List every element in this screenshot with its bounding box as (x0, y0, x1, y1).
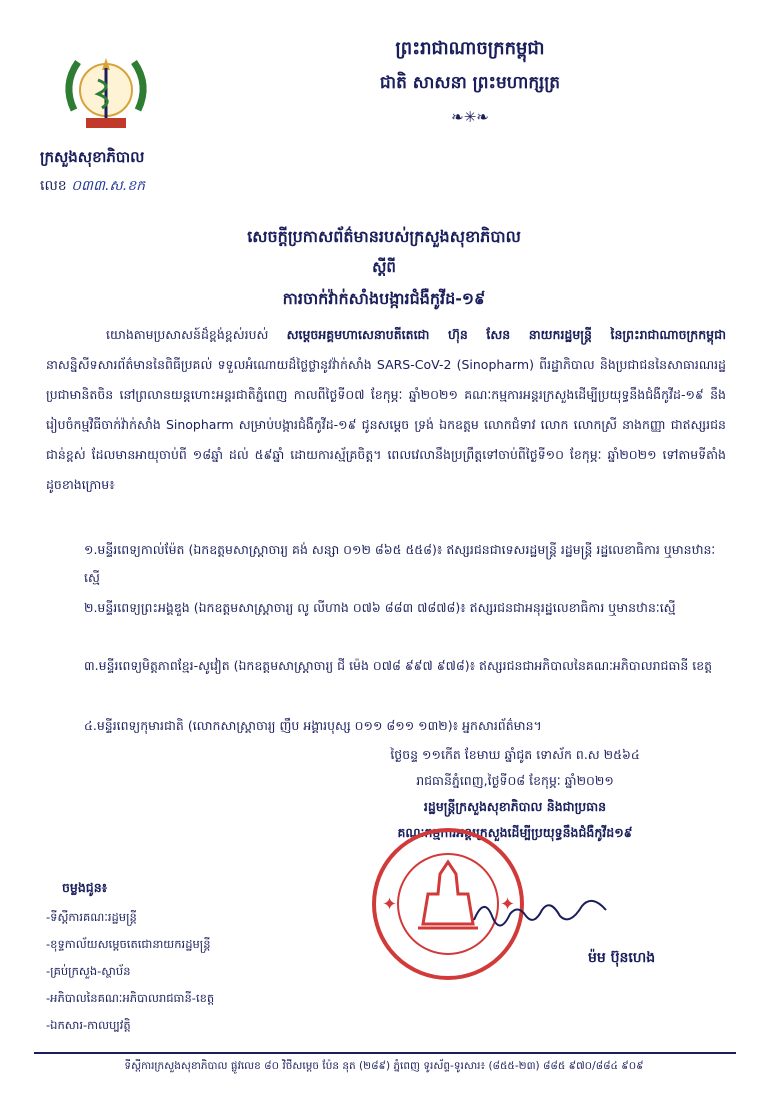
document-number-label: លេខ (40, 178, 67, 194)
ministry-name: ក្រសួងសុខាភិបាល (40, 148, 145, 166)
document-number-value: ០៣៣.ស.ខក (71, 178, 145, 194)
cc-item: -គ្រប់ក្រសួង-ស្ថាប័ន (46, 964, 131, 978)
location-item: ៣.មន្ទីរពេទ្យមិត្តភាពខ្មែរ-សូវៀត (ឯកឧត្តមសាស្ត្រាចារ្យ ជី ម៉េង ០៧៨ ៩៩៧ ៩៧៨)៖ ឥស្សរជនជាអភិបាលនៃគណៈអភិបាលរាជធានី ខេត្ត (84, 658, 713, 673)
title-line-3: ការចាក់វ៉ាក់សាំងបង្ការជំងឺកូវីដ-១៩ (282, 289, 486, 308)
kingdom-heading: ព្រះរាជាណាចក្រកម្ពុជា (395, 38, 545, 59)
title-line-2: ស្តីពី (372, 258, 396, 276)
body-intro: យោងតាមប្រសាសន៍ដ៏ខ្ពង់ខ្ពស់របស់ (106, 327, 269, 342)
ministry-logo (56, 40, 156, 140)
cc-item: -ខុទ្ទកាល័យសម្តេចតេជោនាយករដ្ឋមន្ត្រី (46, 937, 211, 951)
ornament: ❧✳❧ (451, 108, 489, 126)
lunar-date: ថ្ងៃចន្ទ ១១កើត ខែមាឃ ឆ្នាំជូត ទោស័ក ព.ស ២៥៦៤ (390, 747, 640, 762)
national-motto: ជាតិ សាសនា ព្រះមហាក្សត្រ (379, 73, 561, 93)
solar-date: រាជធានីភ្នំពេញ,ថ្ងៃទី០៨ ខែកុម្ភៈ ឆ្នាំ២០២១ (416, 773, 614, 788)
signatory-name: ម៉ម ប៊ុនហេង (588, 950, 656, 966)
body-paragraph (46, 320, 726, 500)
body-pm-name: សម្តេចអគ្គមហាសេនាបតីតេជោ ហ៊ុន សែន នាយករដ្ឋមន្ត្រី នៃព្រះរាជាណាចក្រកម្ពុជា (286, 327, 726, 342)
handwritten-signature (470, 886, 610, 936)
svg-text:✦: ✦ (382, 894, 398, 915)
location-item: ៤.មន្ទីរពេទ្យកុមារជាតិ (លោកសាស្ត្រាចារ្យ ញឹប អង្គារបុស្ស ០១១ ៨១១ ១៣២)៖ អ្នកសារព័ត៌មាន។ (84, 718, 542, 733)
signatory-title-2: គណៈកម្មការអន្តរក្រសួងដើម្បីប្រយុទ្ធនឹងជំងឺកូវីដ១៩ (397, 825, 633, 840)
document-number (40, 176, 145, 197)
cc-item: -អភិបាលនៃគណៈអភិបាលរាជធានី-ខេត្ត (46, 991, 215, 1005)
footer-divider (34, 1052, 736, 1054)
cc-item: -ទីស្តីការគណៈរដ្ឋមន្ត្រី (46, 910, 137, 924)
location-item: ១.មន្ទីរពេទ្យកាល់ម៉ែត (ឯកឧត្តមសាស្ត្រាចារ្យ គង់ សន្សា ០១២ ៨៦៥ ៥៥៨)៖ ឥស្សរជនជាទេសរដ្ឋមន្ត្រី រដ្ឋមន្ត្រី រដ្ឋលេខាធិការ ឬមានឋានៈស្មើ (84, 542, 716, 585)
body-rest: នាសន្និសីទសារព័ត៌មាននៃពិធីប្រគល់ ទទួលអំណោយដ៏ថ្លៃថ្លានូវវ៉ាក់សាំង SARS-CoV-2 (Sinopharm) ពីរដ្ឋាភិបាល និងប្រជាជននៃសាធារណរដ្ឋប្រជាមានិតចិន នៅព្រលានយន្តហោះអន្តរជាតិភ្នំពេញ កាលពីថ្ងៃទី០៧ ខែកុម្ភៈ ឆ្នាំ២០២១ គណៈកម្មការអន្តរក្រសួងដើម្បីប្រយុទ្ធនឹងជំងឺកូវីដ-១៩ នឹងរៀបចំកម្មវិធីចាក់វ៉ាក់សាំង Sinopharm សម្រាប់បង្ការជំងឺកូវីដ-១៩ ជូនសម្តេច ទ្រង់ ឯកឧត្តម លោកជំទាវ លោក លោកស្រី នាងកញ្ញា ជាឥស្សរជនជាន់ខ្ពស់ ដែលមានអាយុចាប់ពី ១៨ឆ្នាំ ដល់ ៥៩ឆ្នាំ ដោយការស្ម័គ្រចិត្ត។ ពេលវេលានឹងប្រព្រឹត្តទៅចាប់ពីថ្ងៃទី១០ ខែកុម្ភៈ ឆ្នាំ២០២១ ទៅតាមទីតាំង ដូចខាងក្រោម៖ (46, 357, 726, 492)
svg-text:✦: ✦ (500, 894, 516, 915)
cc-list (46, 904, 346, 1039)
cc-item: -ឯកសារ-កាលប្បវត្តិ (46, 1018, 131, 1032)
location-item: ២.មន្ទីរពេទ្យព្រះអង្គឌួង (ឯកឧត្តមសាស្ត្រាចារ្យ លូ លីហាង ០៧៦ ៨៨៣ ៧៨៧៨)៖ ឥស្សរជនជាអនុរដ្ឋលេខាធិការ ឬមានឋានៈស្មើ (84, 600, 676, 615)
cc-title: ចម្លងជូន៖ (62, 880, 108, 895)
title-line-1: សេចក្តីប្រកាសព័ត៌មានរបស់ក្រសួងសុខាភិបាល (247, 227, 521, 246)
footer-address: ទីស្តីការក្រសួងសុខាភិបាល ផ្លូវលេខ ៨០ វិថីសម្តេច ប៉ែន នុត (២៨៩) ភ្នំពេញ ទូរស័ព្ទ-ទូរសារ៖ (៨៥៥-២៣) ៨៨៥ ៩៧០/៨៨៤ ៩០៩ (124, 1060, 644, 1072)
signatory-title-1: រដ្ឋមន្ត្រីក្រសួងសុខាភិបាល និងជាប្រធាន (423, 799, 607, 814)
